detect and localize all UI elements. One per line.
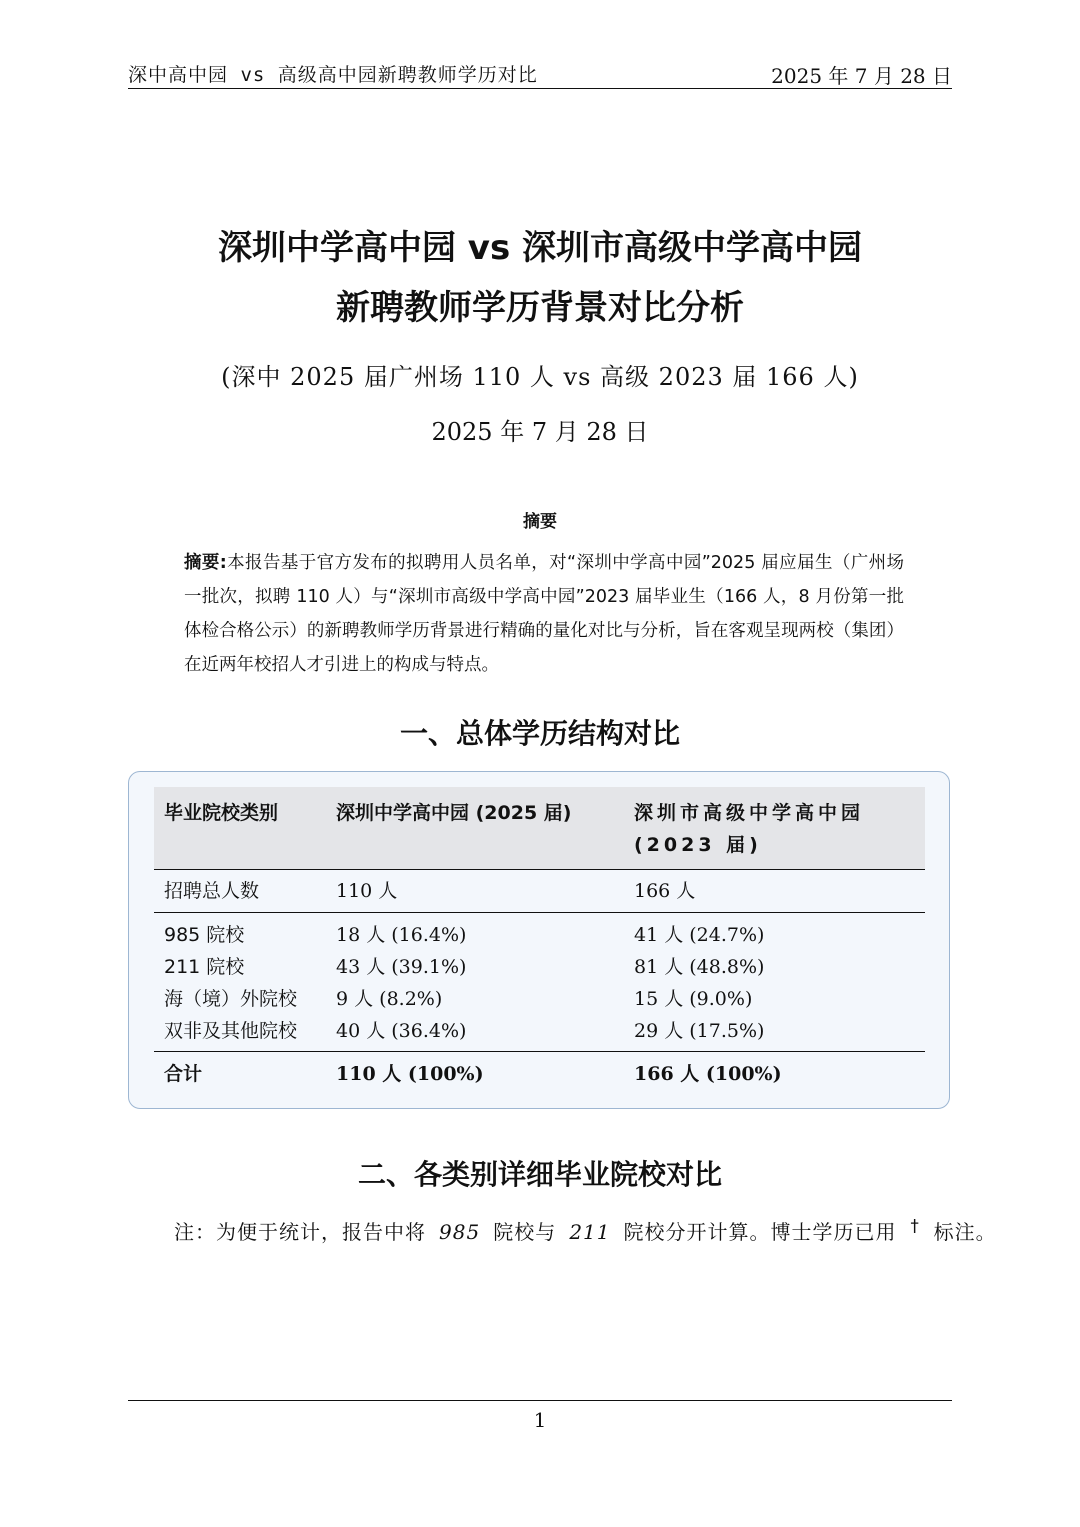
page-number: 1 [533,1408,547,1432]
footer-rule [128,1400,952,1401]
table-row-sum [154,1052,925,1097]
document-date: 2025 年 7 月 28 日 [431,418,649,446]
cell-label: 招聘总人数 [154,870,326,913]
table-header-row [154,787,925,870]
cell-school-a: 110 人 (100%) [326,1052,624,1097]
cell-school-b: 15 人 (9.0%) [634,988,753,1010]
cell-label: 985 院校 [164,924,245,946]
header-category: 毕业院校类别 [154,787,326,870]
education-comparison-table [154,787,925,1096]
note-text: 注：为便于统计，报告中将 [174,1220,440,1244]
document-title-line1: 深圳中学高中园 vs 深圳市高级中学高中园 [217,228,863,268]
cell-label: 海（境）外院校 [164,988,298,1010]
note-text: 院校与 [480,1220,570,1244]
cell-school-b: 166 人 (100%) [624,1052,925,1097]
header-rule [128,88,952,89]
dagger-mark: † [909,1216,921,1236]
note-text: 院校分开计算。博士学历已用 [610,1220,910,1244]
header-school-b: 深圳市高级中学高中园 (2023 届) [624,787,925,870]
table-row [154,951,925,983]
note-text: 标注。 [920,1220,997,1244]
cell-school-a: 43 人 (39.1%) [336,956,467,978]
cell-school-b: 41 人 (24.7%) [634,924,765,946]
table-row [154,983,925,1015]
cell-label: 双非及其他院校 [164,1020,298,1042]
running-header-date: 2025 年 7 月 28 日 [771,64,952,88]
cell-school-b: 29 人 (17.5%) [634,1020,765,1042]
cell-school-a: 40 人 (36.4%) [336,1020,467,1042]
header-school-a: 深圳中学高中园 (2025 届) [326,787,624,870]
statistics-note [174,1216,997,1245]
section-heading-1: 一、总体学历结构对比 [399,717,680,750]
abstract-paragraph [184,546,904,682]
table-row [154,913,925,952]
table-row-total-hires [154,870,925,913]
cell-school-a: 9 人 (8.2%) [336,988,443,1010]
abstract-label: 摘要: [184,553,227,573]
table-row [154,1015,925,1052]
cell-label: 合计 [154,1052,326,1097]
cell-school-a: 110 人 [326,870,624,913]
cell-school-b: 81 人 (48.8%) [634,956,765,978]
note-211: 211 [569,1220,611,1244]
document-subtitle: (深中 2025 届广州场 110 人 vs 高级 2023 届 166 人) [221,363,859,391]
abstract-body: 本报告基于官方发布的拟聘用人员名单，对“深圳中学高中园”2025 届应届生（广州场一批次，拟聘 110 人）与“深圳市高级中学高中园”2023 届毕业生（166 人，8 月份第一批体检合格公示）的新聘教师学历背景进行精确的量化对比与分析，旨在客观呈现两校（集团）在近两年校招人才引进上的构成与特点。 [184,553,904,675]
note-985: 985 [439,1220,481,1244]
cell-school-a: 18 人 (16.4%) [336,924,467,946]
cell-school-b: 166 人 [624,870,925,913]
cell-label: 211 院校 [164,956,245,978]
document-title-line2: 新聘教师学历背景对比分析 [336,288,744,328]
running-header-title: 深中高中园 vs 高级高中园新聘教师学历对比 [128,64,538,86]
abstract-heading: 摘要 [523,512,557,532]
section-heading-2: 二、各类别详细毕业院校对比 [357,1158,722,1191]
